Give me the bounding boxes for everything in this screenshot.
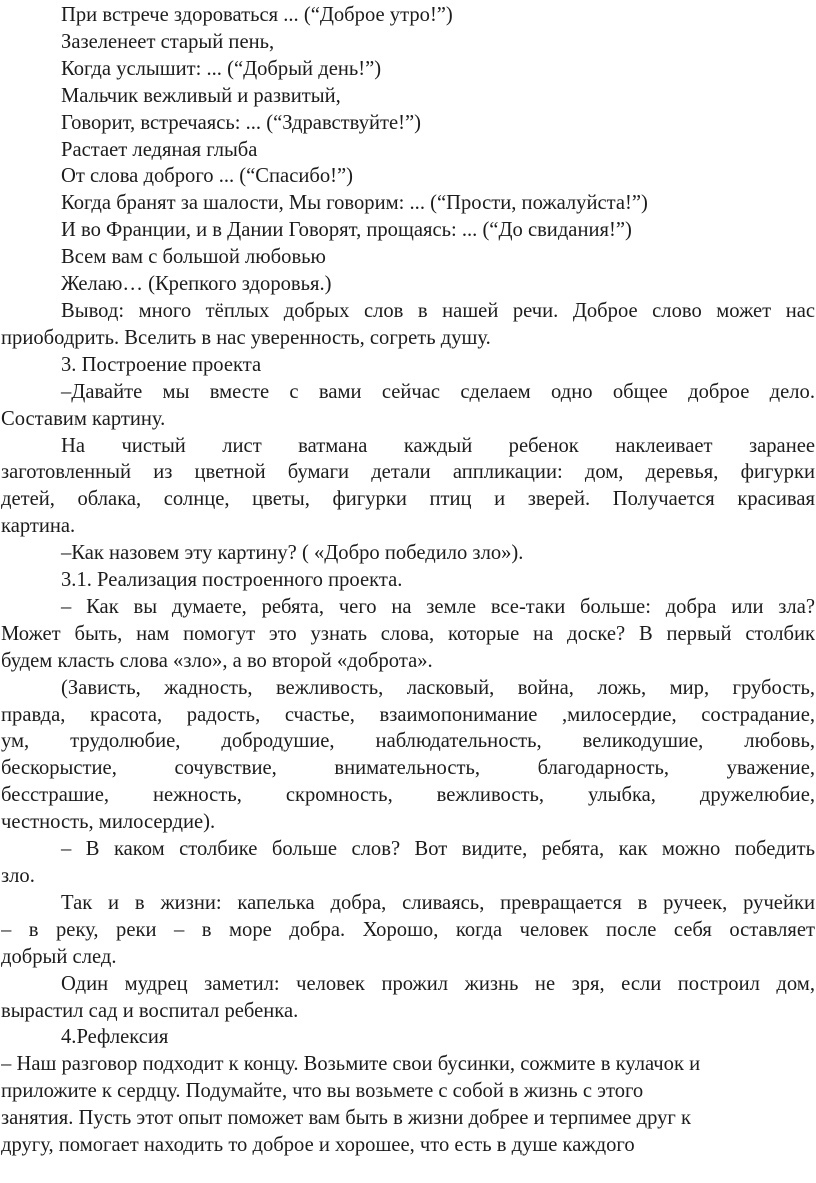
poem-line: Мальчик вежливый и развитый,	[61, 84, 341, 107]
section-heading: 3. Построение проекта	[61, 353, 262, 376]
poem-line: При встрече здороваться ... (“Доброе утро!”)	[61, 4, 453, 26]
paragraph-line: – в реку, реки – в море добра. Хорошо, когда человек после себя оставляет	[1, 918, 815, 941]
paragraph-line: – Как вы думаете, ребята, чего на земле все-таки больше: добра или зла?	[61, 595, 815, 618]
paragraph-line: Вывод: много тёплых добрых слов в нашей речи. Доброе слово может нас	[61, 299, 815, 322]
poem-line: Говорит, встречаясь: ... (“Здравствуйте!”)	[61, 111, 422, 134]
document-body	[1, 2, 815, 1159]
paragraph-line: бесстрашие, нежность, скромность, вежливость, улыбка, дружелюбие,	[1, 784, 815, 807]
paragraph-line: занятия. Пусть этот опыт поможет вам быть в жизни добрее и терпимее друг к	[1, 1107, 692, 1130]
poem-line: Когда бранят за шалости, Мы говорим: ... (“Прости, пожалуйста!”)	[61, 192, 648, 215]
paragraph-line: приложите к сердцу. Подумайте, что вы возьмете с собой в жизнь с этого	[1, 1080, 644, 1103]
section-heading: 3.1. Реализация построенного проекта.	[61, 569, 403, 592]
paragraph-line: Может быть, нам помогут это узнать слова, которые на доске? В первый столбик	[1, 622, 815, 645]
poem-line: Растает ледяная глыба	[61, 138, 258, 161]
paragraph-line: – В каком столбике больше слов? Вот видите, ребята, как можно победить	[61, 838, 815, 861]
paragraph-line: добрый след.	[1, 945, 117, 968]
paragraph-line: (Зависть, жадность, вежливость, ласковый, война, ложь, мир, грубость,	[61, 676, 815, 699]
poem-line: И во Франции, и в Дании Говорят, прощаясь: ... (“До свидания!”)	[61, 219, 632, 242]
paragraph-line: Так и в жизни: капелька добра, сливаясь, превращается в ручеек, ручейки	[61, 891, 815, 914]
section-heading: 4.Рефлексия	[61, 1026, 169, 1049]
paragraph-line: На чистый лист ватмана каждый ребенок наклеивает заранее	[61, 434, 815, 457]
paragraph-line: будем класть слова «зло», а во второй «доброта».	[1, 649, 433, 672]
poem-line: Когда услышит: ... (“Добрый день!”)	[61, 57, 382, 80]
poem-line: Всем вам с большой любовью	[61, 246, 326, 269]
poem-line: Желаю… (Крепкого здоровья.)	[61, 273, 332, 296]
paragraph-line: картина.	[1, 515, 76, 538]
paragraph-line: приободрить. Вселить в нас уверенность, согреть душу.	[1, 326, 491, 349]
paragraph-line: –Как назовем эту картину? ( «Добро победило зло»).	[61, 542, 524, 565]
paragraph-line: – Наш разговор подходит к концу. Возьмите свои бусинки, сожмите в кулачок и	[1, 1053, 701, 1076]
paragraph-line: правда, красота, радость, счастье, взаимопонимание ,милосердие, сострадание,	[1, 703, 815, 726]
paragraph-line: зло.	[1, 865, 35, 887]
poem-line: Зазеленеет старый пень,	[61, 30, 275, 53]
paragraph-line: честность, милосердие).	[1, 811, 216, 834]
paragraph-line: детей, облака, солнце, цветы, фигурки птиц и зверей. Получается красивая	[1, 488, 815, 511]
paragraph-line: другу, помогает находить то доброе и хорошее, что есть в душе каждого	[1, 1134, 635, 1157]
paragraph-line: –Давайте мы вместе с вами сейчас сделаем одно общее доброе дело.	[61, 380, 815, 403]
paragraph-line: вырастил сад и воспитал ребенка.	[1, 999, 299, 1022]
poem-line: От слова доброго ... (“Спасибо!”)	[61, 165, 353, 188]
paragraph-line: Составим картину.	[1, 407, 166, 430]
paragraph-line: Один мудрец заметил: человек прожил жизнь не зря, если построил дом,	[61, 972, 815, 995]
paragraph-line: бескорыстие, сочувствие, внимательность, благодарность, уважение,	[1, 757, 815, 780]
paragraph-line: ум, трудолюбие, добродушие, наблюдательность, великодушие, любовь,	[1, 730, 815, 753]
paragraph-line: заготовленный из цветной бумаги детали аппликации: дом, деревья, фигурки	[1, 461, 815, 484]
